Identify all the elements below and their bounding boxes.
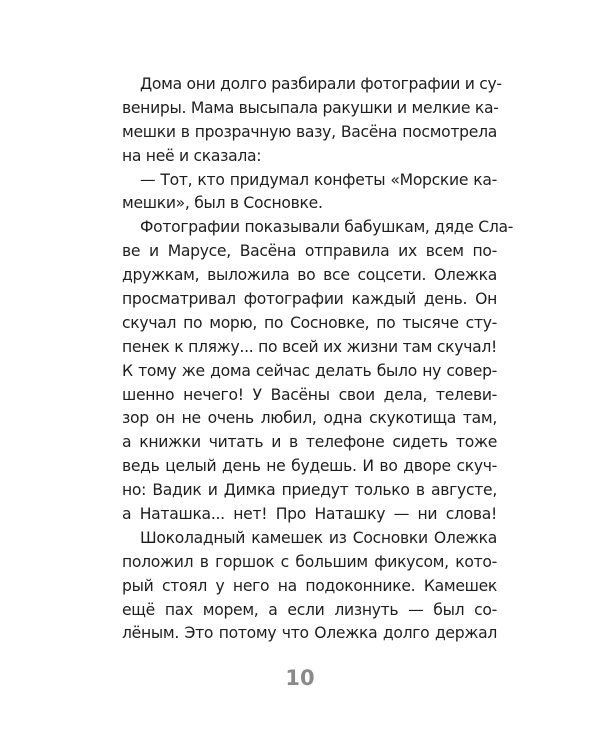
text-line: на неё и сказала: xyxy=(122,146,262,165)
text-line: лёным. Это потому что Олежка долго держал xyxy=(122,624,497,643)
text-line: пенек к пляжу... по всей их жизни там скучал! xyxy=(122,337,497,356)
text-line: а Наташка... нет! Про Наташку — ни слова! xyxy=(122,505,497,524)
text-line: положил в горшок с большим фикусом, кото- xyxy=(122,552,497,571)
text-line: К тому же дома сейчас делать было ну совер- xyxy=(122,361,497,380)
text-line: ведь целый день не будешь. И во дворе скуч- xyxy=(122,457,497,476)
page-number: 10 xyxy=(285,666,315,690)
text-line: ве и Марусе, Васёна отправила их всем по- xyxy=(122,242,497,261)
text-line: зор он не очень любил, одна скукотища там, xyxy=(122,409,497,428)
page-body-text xyxy=(122,73,514,646)
text-line: Дома они долго разбирали фотографии и су- xyxy=(140,75,502,93)
text-line: просматривал фотографии каждый день. Он xyxy=(122,290,497,309)
text-line: Фотографии показывали бабушкам, дяде Сла- xyxy=(140,218,514,237)
text-line: рый стоял у него на подоконнике. Камешек xyxy=(122,576,497,595)
text-line: мешки», был в Сосновке. xyxy=(122,194,323,213)
text-line: но: Вадик и Димка приедут только в августе, xyxy=(122,481,497,500)
text-line: шенно нечего! У Васёны свои дела, телеви- xyxy=(122,385,497,404)
text-line: а книжки читать и в телефоне сидеть тоже xyxy=(122,433,497,452)
text-line: дружкам, выложила во все соцсети. Олежка xyxy=(122,266,497,285)
text-line: ещё пах морем, а если лизнуть — был со- xyxy=(122,600,497,619)
text-line: мешки в прозрачную вазу, Васёна посмотрела xyxy=(122,122,497,141)
text-line: — Тот, кто придумал конфеты «Морские ка- xyxy=(140,170,497,189)
text-line: скучал по морю, по Сосновке, по тысяче сту- xyxy=(122,313,497,332)
text-line: вениры. Мама высыпала ракушки и мелкие ка- xyxy=(122,98,499,117)
text-line: Шоколадный камешек из Сосновки Олежка xyxy=(140,528,497,547)
